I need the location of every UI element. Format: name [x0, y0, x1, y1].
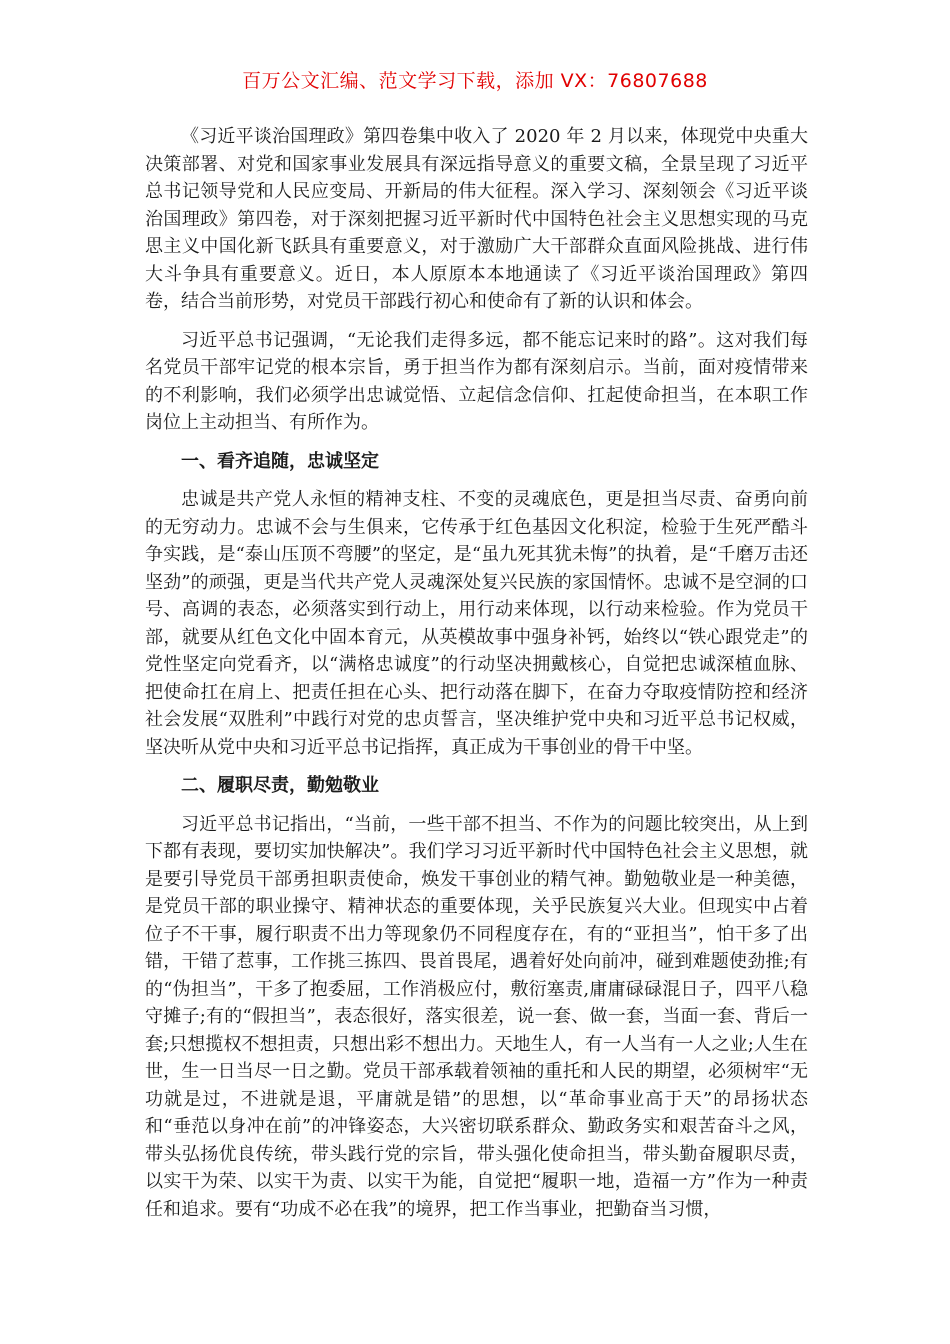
paragraph-loyalty: 忠诚是共产党人永恒的精神支柱、不变的灵魂底色，更是担当尽责、奋勇向前的无穷动力。忠诚不会与生俱来，它传承于红色基因文化积淀，检验于生死严酷斗争实践，是“泰山压顶不弯腰”的坚定，是“虽九死其犹未悔”的执着，是“千磨万击还坚劲”的顽强，更是当代共产党人灵魂深处复兴民族的家国情怀。忠诚不是空洞的口号、高调的表态，必须落实到行动上，用行动来体现，以行动来检验。作为党员干部，就要从红色文化中固本育元，从英模故事中强身补钙，始终以“铁心跟党走”的党性坚定向党看齐，以“满格忠诚度”的行动坚决拥戴核心，自觉把忠诚深植血脉、把使命扛在肩上、把责任担在心头、把行动落在脚下，在奋力夺取疫情防控和经济社会发展“双胜利”中践行对党的忠贞誓言，坚决维护党中央和习近平总书记权威，坚决听从党中央和习近平总书记指挥，真正成为干事创业的骨干中坚。 [145, 489, 808, 758]
paragraph-intro: 《习近平谈治国理政》第四卷集中收入了 2020 年 2 月以来，体现党中央重大决策部署、对党和国家事业发展具有深远指导意义的重要文稿，全景呈现了习近平总书记领导党和人民应变局、开新局的伟大征程。深入学习、深刻领会《习近平谈治国理政》第四卷，对于深刻把握习近平新时代中国特色社会主义思想实现的马克思主义中国化新飞跃具有重要意义，对于激励广大干部群众直面风险挑战、进行伟大斗争具有重要意义。近日，本人原原本本地通读了《习近平谈治国理政》第四卷，结合当前形势，对党员干部践行初心和使命有了新的认识和体会。 [145, 126, 808, 312]
section-heading-1: 一、看齐追随，忠诚坚定 [181, 450, 379, 472]
section-heading-2: 二、履职尽责，勤勉敬业 [181, 775, 379, 796]
paragraph-duty: 习近平总书记指出，“当前，一些干部不担当、不作为的问题比较突出，从上到下都有表现，要切实加快解决”。我们学习习近平新时代中国特色社会主义思想，就是要引导党员干部勇担职责使命，焕发干事创业的精气神。勤勉敬业是一种美德，是党员干部的职业操守、精神状态的重要体现，关乎民族复兴大业。但现实中占着位子不干事，履行职责不出力等现象仍不同程度存在，有的“亚担当”，怕干多了出错，干错了惹事，工作挑三拣四、畏首畏尾，遇着好处向前冲，碰到难题使劲推;有的“伪担当”，干多了抱委屈，工作消极应付，敷衍塞责,庸庸碌碌混日子，四平八稳守摊子;有的“假担当”，表态很好，落实很差，说一套、做一套，当面一套、背后一套;只想揽权不想担责，只想出彩不想出力。天地生人，有一人当有一人之业;人生在世，生一日当尽一日之勤。党员干部承载着领袖的重托和人民的期望，必须树牢“无功就是过，不进就是退，平庸就是错”的思想，以“革命事业高于天”的昂扬状态和“垂范以身冲在前”的冲锋姿态，大兴密切联系群众、勤政务实和艰苦奋斗之风，带头弘扬优良传统，带头践行党的宗旨，带头强化使命担当，带头勤奋履职尽责，以实干为荣、以实干为责、以实干为能，自觉把“履职一地，造福一方”作为一种责任和追求。要有“功成不必在我”的境界，把工作当事业，把勤奋当习惯， [145, 813, 808, 1220]
document-body [145, 123, 808, 1234]
header-banner: 百万公文汇编、范文学习下载，添加 VX：76807688 [242, 70, 708, 92]
paragraph-quote: 习近平总书记强调，“无论我们走得多远，都不能忘记来时的路”。这对我们每名党员干部牢记党的根本宗旨，勇于担当作为都有深刻启示。当前，面对疫情带来的不利影响，我们必须学出忠诚觉悟、立起信念信仰、扛起使命担当，在本职工作岗位上主动担当、有所作为。 [145, 329, 808, 433]
